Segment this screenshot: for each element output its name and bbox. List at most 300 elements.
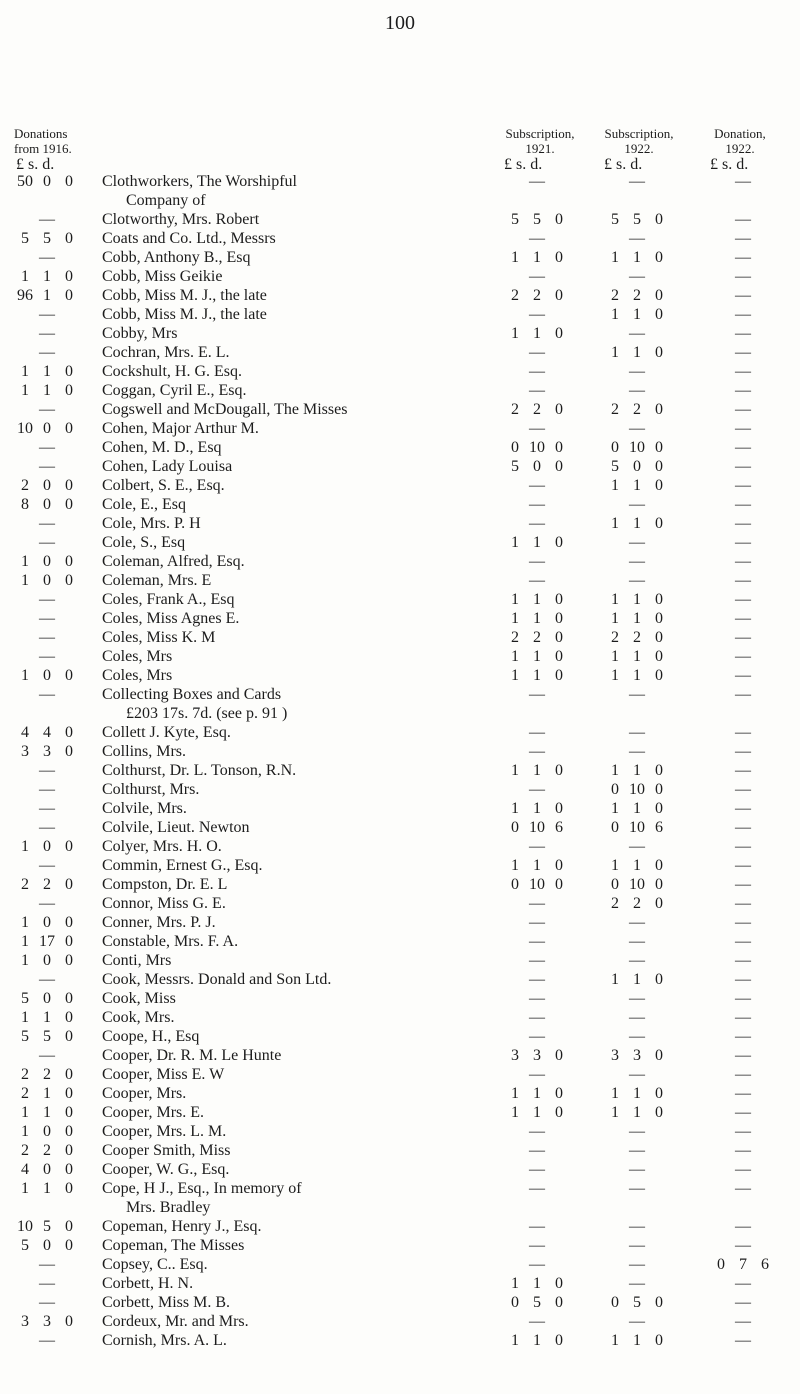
s1922-amount: 1 1 0 <box>611 306 663 323</box>
table-row <box>0 362 800 381</box>
s1922-amount: 0 10 6 <box>611 819 663 836</box>
d1922-amount: — <box>735 382 751 399</box>
d1916-amount: — <box>39 458 55 475</box>
donor-name: Cook, Mrs. <box>102 1009 175 1026</box>
table-row <box>0 210 800 229</box>
d1922-amount: — <box>735 686 751 703</box>
d1922-amount: — <box>735 819 751 836</box>
table-row <box>0 761 800 780</box>
s1921-amount: — <box>529 895 545 912</box>
d1916-amount: 5 0 0 <box>21 990 73 1007</box>
s1921-amount: 0 10 0 <box>511 439 563 456</box>
donor-name: Cordeux, Mr. and Mrs. <box>102 1313 249 1330</box>
s1922-amount: 1 1 0 <box>611 857 663 874</box>
d1916-amount: 1 1 0 <box>21 268 73 285</box>
s1921-amount: 3 3 0 <box>511 1047 563 1064</box>
d1922-amount: — <box>735 743 751 760</box>
donor-name: Cooper Smith, Miss <box>102 1142 231 1159</box>
s1922-amount: — <box>629 724 645 741</box>
s1921-amount: 5 5 0 <box>511 211 563 228</box>
s1921-amount: — <box>529 1066 545 1083</box>
d1916-amount: — <box>39 1256 55 1273</box>
donor-name: Coope, H., Esq <box>102 1028 200 1045</box>
s1922-amount: — <box>629 173 645 190</box>
d1922-amount: — <box>735 1104 751 1121</box>
d1922-amount: — <box>735 1047 751 1064</box>
s1921-amount: 1 1 0 <box>511 648 563 665</box>
d1916-amount: 1 0 0 <box>21 1123 73 1140</box>
table-row <box>0 476 800 495</box>
s1921-amount: 2 2 0 <box>511 287 563 304</box>
d1922-amount: — <box>735 268 751 285</box>
s1922-amount: — <box>629 1275 645 1292</box>
table-row <box>0 248 800 267</box>
table-row <box>0 419 800 438</box>
s1921-amount: — <box>529 971 545 988</box>
units-sub1922: £ s. d. <box>604 156 643 173</box>
donor-name: Cooper, Mrs. L. M. <box>102 1123 227 1140</box>
table-row <box>0 305 800 324</box>
table-row <box>0 267 800 286</box>
s1922-amount: 1 1 0 <box>611 971 663 988</box>
d1922-amount: — <box>735 1161 751 1178</box>
donor-name: Cogswell and McDougall, The Misses <box>102 401 348 418</box>
table-row <box>0 343 800 362</box>
table-row <box>0 1274 800 1293</box>
donor-name: Cook, Miss <box>102 990 176 1007</box>
table-row <box>0 1065 800 1084</box>
donor-name: Clotworthy, Mrs. Robert <box>102 211 260 228</box>
header-donations-1916 <box>14 126 72 156</box>
d1922-amount: — <box>735 971 751 988</box>
d1922-amount: 0 7 6 <box>717 1256 769 1273</box>
table-row <box>0 685 800 723</box>
table-row <box>0 989 800 1008</box>
header-donations-label: Donations <box>14 126 68 141</box>
donor-name: Cooper, Mrs. <box>102 1085 187 1102</box>
s1921-amount: — <box>529 914 545 931</box>
units-donations: £ s. d. <box>16 156 55 173</box>
s1921-amount: 2 2 0 <box>511 401 563 418</box>
s1921-amount: — <box>529 306 545 323</box>
s1922-amount: — <box>629 1237 645 1254</box>
s1921-amount: — <box>529 1237 545 1254</box>
s1922-amount: — <box>629 496 645 513</box>
d1922-amount: — <box>735 933 751 950</box>
s1922-amount: 1 1 0 <box>611 249 663 266</box>
donor-name: Colthurst, Dr. L. Tonson, R.N. <box>102 762 297 779</box>
s1922-amount: 2 2 0 <box>611 287 663 304</box>
donor-name: Cobby, Mrs <box>102 325 178 342</box>
s1922-amount: — <box>629 914 645 931</box>
d1916-amount: — <box>39 1047 55 1064</box>
d1916-amount: — <box>39 401 55 418</box>
s1921-amount: — <box>529 230 545 247</box>
s1921-amount: — <box>529 724 545 741</box>
d1922-amount: — <box>735 1294 751 1311</box>
d1916-amount: 2 2 0 <box>21 1066 73 1083</box>
donor-name: Corbett, Miss M. B. <box>102 1294 231 1311</box>
d1916-amount: 2 2 0 <box>21 876 73 893</box>
s1922-amount: — <box>629 325 645 342</box>
table-row <box>0 457 800 476</box>
d1916-amount: 1 17 0 <box>21 933 73 950</box>
d1922-amount: — <box>735 439 751 456</box>
d1916-amount: 1 0 0 <box>21 952 73 969</box>
donor-name: Colthurst, Mrs. <box>102 781 200 798</box>
d1916-amount: 1 1 0 <box>21 1180 73 1197</box>
d1916-amount: — <box>39 648 55 665</box>
donor-name: Cobb, Anthony B., Esq <box>102 249 251 266</box>
table-row <box>0 495 800 514</box>
s1922-amount: — <box>629 553 645 570</box>
s1921-amount: — <box>529 1009 545 1026</box>
s1921-amount: — <box>529 990 545 1007</box>
table-row <box>0 1160 800 1179</box>
table-row <box>0 1084 800 1103</box>
s1922-amount: 1 1 0 <box>611 344 663 361</box>
s1922-amount: — <box>629 933 645 950</box>
s1922-amount: — <box>629 743 645 760</box>
s1921-amount: 1 1 0 <box>511 610 563 627</box>
table-row <box>0 780 800 799</box>
d1922-amount: — <box>735 477 751 494</box>
s1922-amount: 1 1 0 <box>611 1332 663 1349</box>
s1921-amount: — <box>529 1313 545 1330</box>
s1922-amount: — <box>629 838 645 855</box>
d1922-amount: — <box>735 591 751 608</box>
d1922-amount: — <box>735 1332 751 1349</box>
donor-name: Corbett, H. N. <box>102 1275 194 1292</box>
table-row <box>0 1046 800 1065</box>
units-sub1921: £ s. d. <box>504 156 543 173</box>
s1922-amount: — <box>629 420 645 437</box>
s1922-amount: 2 2 0 <box>611 629 663 646</box>
d1922-amount: — <box>735 325 751 342</box>
d1916-amount: 8 0 0 <box>21 496 73 513</box>
donor-name: Coats and Co. Ltd., Messrs <box>102 230 276 247</box>
table-row <box>0 1027 800 1046</box>
d1916-amount: 1 0 0 <box>21 553 73 570</box>
d1922-amount: — <box>735 306 751 323</box>
s1922-amount: 1 1 0 <box>611 1085 663 1102</box>
table-row <box>0 647 800 666</box>
s1921-amount: — <box>529 1256 545 1273</box>
header-don1922-year: 1922. <box>725 141 755 156</box>
d1922-amount: — <box>735 363 751 380</box>
d1916-amount: 10 0 0 <box>17 420 73 437</box>
donor-name: Colyer, Mrs. H. O. <box>102 838 222 855</box>
s1921-amount: — <box>529 1028 545 1045</box>
s1922-amount: — <box>629 230 645 247</box>
d1922-amount: — <box>735 1066 751 1083</box>
d1922-amount: — <box>735 800 751 817</box>
d1922-amount: — <box>735 724 751 741</box>
d1916-amount: 2 1 0 <box>21 1085 73 1102</box>
s1921-amount: 1 1 0 <box>511 667 563 684</box>
d1922-amount: — <box>735 952 751 969</box>
donor-name: Clothworkers, The Worshipful Company of <box>102 173 297 209</box>
table-row <box>0 1122 800 1141</box>
d1916-amount: 5 5 0 <box>21 1028 73 1045</box>
d1916-amount: — <box>39 857 55 874</box>
table-row <box>0 742 800 761</box>
donor-name: Copeman, Henry J., Esq. <box>102 1218 262 1235</box>
s1922-amount: 2 2 0 <box>611 401 663 418</box>
d1922-amount: — <box>735 876 751 893</box>
s1922-amount: 5 5 0 <box>611 211 663 228</box>
d1922-amount: — <box>735 230 751 247</box>
d1922-amount: — <box>735 249 751 266</box>
s1922-amount: — <box>629 1313 645 1330</box>
table-row <box>0 1236 800 1255</box>
d1916-amount: 4 0 0 <box>21 1161 73 1178</box>
donor-name: Colvile, Lieut. Newton <box>102 819 250 836</box>
donor-name: Constable, Mrs. F. A. <box>102 933 239 950</box>
donor-name: Conti, Mrs <box>102 952 172 969</box>
table-row <box>0 324 800 343</box>
d1916-amount: — <box>39 781 55 798</box>
d1922-amount: — <box>735 515 751 532</box>
donor-name: Colbert, S. E., Esq. <box>102 477 225 494</box>
s1921-amount: — <box>529 572 545 589</box>
header-sub1921-label: Subscription, <box>505 126 575 141</box>
donor-name: Cooper, W. G., Esq. <box>102 1161 230 1178</box>
s1922-amount: — <box>629 268 645 285</box>
s1921-amount: 0 5 0 <box>511 1294 563 1311</box>
s1921-amount: 1 1 0 <box>511 325 563 342</box>
table-row <box>0 552 800 571</box>
table-row <box>0 1331 800 1350</box>
d1922-amount: — <box>735 344 751 361</box>
d1916-amount: — <box>39 591 55 608</box>
s1921-amount: 1 1 0 <box>511 1332 563 1349</box>
s1921-amount: — <box>529 477 545 494</box>
s1922-amount: — <box>629 534 645 551</box>
donor-name: Cook, Messrs. Donald and Son Ltd. <box>102 971 332 988</box>
table-row <box>0 609 800 628</box>
d1922-amount: — <box>735 173 751 190</box>
d1922-amount: — <box>735 781 751 798</box>
donor-name: Commin, Ernest G., Esq. <box>102 857 263 874</box>
d1922-amount: — <box>735 1028 751 1045</box>
donor-name: Cooper, Miss E. W <box>102 1066 225 1083</box>
donor-list <box>0 172 800 1350</box>
s1922-amount: 0 10 0 <box>611 439 663 456</box>
s1921-amount: — <box>529 363 545 380</box>
d1916-amount: — <box>39 629 55 646</box>
donor-name: Cobb, Miss M. J., the late <box>102 287 267 304</box>
table-row <box>0 628 800 647</box>
d1916-amount: — <box>39 211 55 228</box>
d1916-amount: — <box>39 610 55 627</box>
d1922-amount: — <box>735 895 751 912</box>
donor-name: Cohen, M. D., Esq <box>102 439 222 456</box>
donor-name: Copsey, C.. Esq. <box>102 1256 208 1273</box>
s1921-amount: 1 1 0 <box>511 534 563 551</box>
s1922-amount: 1 1 0 <box>611 610 663 627</box>
s1921-amount: — <box>529 553 545 570</box>
table-row <box>0 970 800 989</box>
s1922-amount: — <box>629 1180 645 1197</box>
d1916-amount: — <box>39 1294 55 1311</box>
d1922-amount: — <box>735 1009 751 1026</box>
s1922-amount: 1 1 0 <box>611 477 663 494</box>
d1916-amount: — <box>39 1332 55 1349</box>
s1922-amount: — <box>629 952 645 969</box>
d1922-amount: — <box>735 857 751 874</box>
table-row <box>0 666 800 685</box>
d1916-amount: 1 1 0 <box>21 1009 73 1026</box>
header-subscription-1922 <box>584 126 694 156</box>
s1922-amount: 3 3 0 <box>611 1047 663 1064</box>
s1921-amount: 0 10 0 <box>511 876 563 893</box>
s1921-amount: — <box>529 952 545 969</box>
d1916-amount: 1 0 0 <box>21 572 73 589</box>
s1921-amount: — <box>529 1218 545 1235</box>
s1921-amount: 5 0 0 <box>511 458 563 475</box>
donor-name: Cole, Mrs. P. H <box>102 515 201 532</box>
table-row <box>0 286 800 305</box>
d1916-amount: 3 3 0 <box>21 1313 73 1330</box>
d1922-amount: — <box>735 762 751 779</box>
s1921-amount: 2 2 0 <box>511 629 563 646</box>
table-row <box>0 1103 800 1122</box>
table-row <box>0 229 800 248</box>
s1922-amount: 1 1 0 <box>611 1104 663 1121</box>
d1922-amount: — <box>735 1313 751 1330</box>
donor-name: Cope, H J., Esq., In memory of Mrs. Bradley <box>102 1180 302 1216</box>
d1916-amount: — <box>39 800 55 817</box>
d1916-amount: 2 0 0 <box>21 477 73 494</box>
header-don1922-label: Donation, <box>714 126 766 141</box>
donor-name: Coggan, Cyril E., Esq. <box>102 382 247 399</box>
s1922-amount: 1 1 0 <box>611 515 663 532</box>
d1922-amount: — <box>735 1085 751 1102</box>
d1922-amount: — <box>735 629 751 646</box>
s1922-amount: 5 0 0 <box>611 458 663 475</box>
header-donations-year: from 1916. <box>14 141 72 156</box>
donor-name: Cockshult, H. G. Esq. <box>102 363 242 380</box>
donor-name: Cooper, Dr. R. M. Le Hunte <box>102 1047 282 1064</box>
s1922-amount: — <box>629 1161 645 1178</box>
page-number: 100 <box>385 12 415 34</box>
d1916-amount: — <box>39 515 55 532</box>
d1916-amount: 1 0 0 <box>21 914 73 931</box>
table-row <box>0 837 800 856</box>
donor-name: Cobb, Miss M. J., the late <box>102 306 267 323</box>
d1922-amount: — <box>735 914 751 931</box>
s1921-amount: — <box>529 933 545 950</box>
d1916-amount: — <box>39 762 55 779</box>
s1921-amount: — <box>529 382 545 399</box>
s1922-amount: — <box>629 686 645 703</box>
s1921-amount: — <box>529 496 545 513</box>
s1921-amount: 1 1 0 <box>511 1275 563 1292</box>
s1922-amount: 1 1 0 <box>611 762 663 779</box>
d1922-amount: — <box>735 1218 751 1235</box>
d1922-amount: — <box>735 1142 751 1159</box>
d1922-amount: — <box>735 534 751 551</box>
donor-name: Connor, Miss G. E. <box>102 895 226 912</box>
s1922-amount: 1 1 0 <box>611 667 663 684</box>
donor-name: Collecting Boxes and Cards £203 17s. 7d. (see p. 91 ) <box>102 686 288 722</box>
d1916-amount: 50 0 0 <box>17 173 73 190</box>
d1916-amount: — <box>39 344 55 361</box>
s1922-amount: — <box>629 1028 645 1045</box>
s1922-amount: 0 10 0 <box>611 876 663 893</box>
table-row <box>0 1293 800 1312</box>
d1922-amount: — <box>735 496 751 513</box>
s1921-amount: — <box>529 781 545 798</box>
d1916-amount: 5 0 0 <box>21 1237 73 1254</box>
s1921-amount: 1 1 0 <box>511 857 563 874</box>
d1916-amount: 96 1 0 <box>17 287 73 304</box>
table-row <box>0 856 800 875</box>
donor-name: Colvile, Mrs. <box>102 800 187 817</box>
s1922-amount: — <box>629 382 645 399</box>
d1916-amount: — <box>39 971 55 988</box>
d1916-amount: 1 0 0 <box>21 838 73 855</box>
table-row <box>0 951 800 970</box>
s1921-amount: 1 1 0 <box>511 591 563 608</box>
s1921-amount: 0 10 6 <box>511 819 563 836</box>
d1916-amount: 1 1 0 <box>21 1104 73 1121</box>
header-sub1921-year: 1921. <box>525 141 555 156</box>
d1922-amount: — <box>735 1123 751 1140</box>
s1922-amount: — <box>629 990 645 1007</box>
d1922-amount: — <box>735 211 751 228</box>
donor-name: Collins, Mrs. <box>102 743 187 760</box>
units-don1922: £ s. d. <box>710 156 749 173</box>
donor-name: Cobb, Miss Geikie <box>102 268 223 285</box>
d1922-amount: — <box>735 1180 751 1197</box>
s1922-amount: — <box>629 1009 645 1026</box>
header-donation-1922 <box>690 126 790 156</box>
d1916-amount: — <box>39 895 55 912</box>
d1922-amount: — <box>735 648 751 665</box>
d1916-amount: 2 2 0 <box>21 1142 73 1159</box>
s1921-amount: 1 1 0 <box>511 800 563 817</box>
table-row <box>0 381 800 400</box>
table-row <box>0 1008 800 1027</box>
table-row <box>0 1255 800 1274</box>
s1921-amount: — <box>529 344 545 361</box>
d1916-amount: — <box>39 249 55 266</box>
donor-name: Cohen, Major Arthur M. <box>102 420 259 437</box>
table-row <box>0 571 800 590</box>
donor-name: Cochran, Mrs. E. L. <box>102 344 230 361</box>
d1922-amount: — <box>735 401 751 418</box>
s1921-amount: — <box>529 1161 545 1178</box>
s1922-amount: 0 5 0 <box>611 1294 663 1311</box>
d1922-amount: — <box>735 553 751 570</box>
table-row <box>0 818 800 837</box>
donor-name: Copeman, The Misses <box>102 1237 245 1254</box>
s1921-amount: — <box>529 743 545 760</box>
table-row <box>0 1179 800 1217</box>
s1922-amount: 1 1 0 <box>611 591 663 608</box>
d1922-amount: — <box>735 458 751 475</box>
s1922-amount: — <box>629 1123 645 1140</box>
s1921-amount: — <box>529 173 545 190</box>
table-row <box>0 533 800 552</box>
s1921-amount: — <box>529 1123 545 1140</box>
table-row <box>0 875 800 894</box>
d1922-amount: — <box>735 667 751 684</box>
s1922-amount: — <box>629 572 645 589</box>
d1916-amount: — <box>39 686 55 703</box>
